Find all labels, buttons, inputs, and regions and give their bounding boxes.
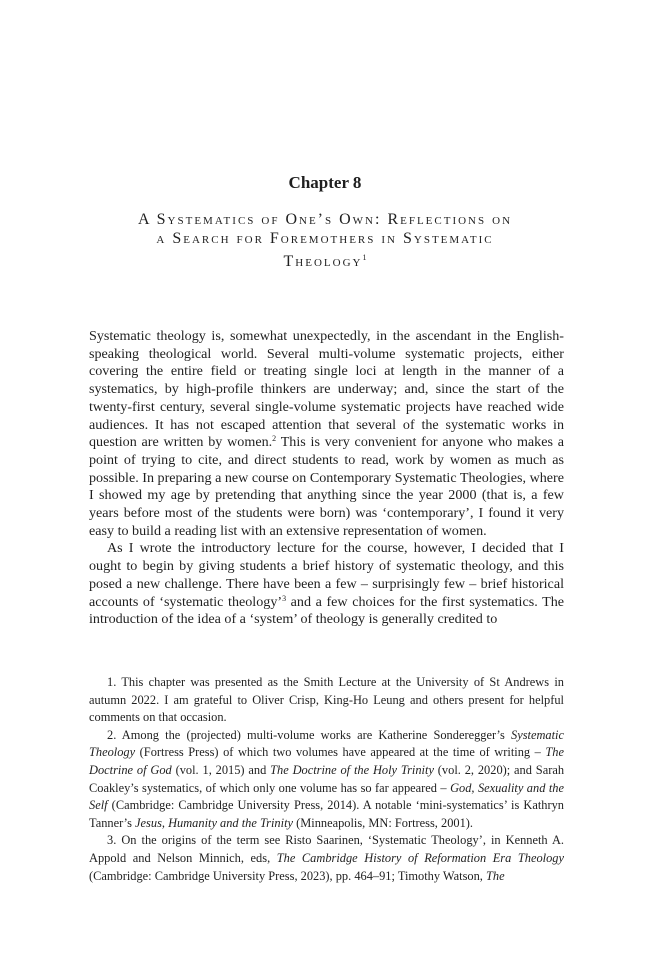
paragraph-text: This is very convenient for anyone who makes a point of trying to cite, and direct students to read, work by women as much as possible. In preparing a new course on Contemporary Systematic Theologies, where I showed my age by pretending that anything since the year 2000 (that is, a few years before most of the students were born) was ‘contemporary’, I found it very easy to build a reading list with an extensive representation of women. [89, 434, 564, 539]
chapter-label: Chapter 8 [288, 173, 362, 192]
book-title: The [485, 868, 505, 883]
chapter-title-line [95, 248, 555, 271]
paragraph-text: Systematic theology is, somewhat unexpectedly, in the ascendant in the English-speaking theological world. Several multi-volume systematic projects, either covering the entire field or treating single loci at length in the manner of a systematics, by high-profile thinkers are underway; and, since the start of the twenty-first century, several single-volume systematic projects have reached wide audiences. It has not escaped attention that several of the systematic works in question are written by women. [89, 328, 564, 451]
book-title: God, Sexuality and the Self [89, 780, 564, 813]
footnotes [89, 674, 564, 885]
chapter-title-line: A Systematics of One’s Own: Reflections on [137, 211, 513, 228]
footnote-2 [89, 727, 564, 833]
footnote-text: (Cambridge: Cambridge University Press, 2023), pp. 464–91; Timothy Watson, [89, 868, 486, 883]
chapter-title-last-word: Theology [283, 253, 363, 270]
footnote-text: (vol. 1, 2015) and [171, 762, 271, 777]
body-text [89, 328, 564, 629]
footnote-text: (vol. 2, 2020); and Sarah Coakley’s systematics, of which only one volume has so far appeared – [89, 762, 565, 795]
paragraph-text: As I wrote the introductory lecture for the course, however, I decided that I ought to begin by giving students a brief history of systematic theology, and this posed a new challenge. There have been a few – surprisingly few – brief historical accounts of ‘systematic theology’ [89, 540, 564, 610]
footnote-mark: 3 [282, 593, 287, 603]
paragraph [89, 328, 564, 540]
book-title: Jesus, Humanity and the Trinity [135, 815, 294, 830]
footnote-text: (Cambridge: Cambridge University Press, 2014). A notable ‘mini-systematics’ is Kathryn Tanner’s [89, 798, 564, 830]
book-title: The Doctrine of God [89, 745, 564, 777]
footnote-1 [89, 674, 564, 727]
footnote-mark: 2 [272, 434, 277, 444]
footnote-mark: 1 [362, 253, 367, 262]
footnote-3 [89, 832, 564, 885]
book-title: The Doctrine of the Holy Trinity [270, 762, 434, 777]
paragraph-text: and a few choices for the first systematics. The introduction of the idea of a ‘system’ of theology is generally credited to [89, 593, 564, 628]
footnote-text: 2. Among the (projected) multi-volume works are Katherine Sonderegger’s [107, 727, 511, 742]
book-title: Systematic Theology [89, 727, 564, 760]
chapter-title-line: a Search for Foremothers in Systematic [156, 230, 494, 247]
footnote-text: (Fortress Press) of which two volumes have appeared at the time of writing – [135, 745, 546, 760]
paragraph [89, 540, 564, 629]
footnote-text: 1. This chapter was presented as the Smith Lecture at the University of St Andrews in autumn 2022. I am grateful to Oliver Crisp, King-Ho Leung and others present for helpful comments on that occasion. [89, 675, 564, 725]
footnote-text: 3. On the origins of the term see Risto Saarinen, ‘Systematic Theology’, in Kenneth A. Appold and Nelson Minnich, eds, [89, 833, 564, 865]
footnote-text: (Minneapolis, MN: Fortress, 2001). [293, 815, 474, 830]
chapter-title [95, 210, 555, 271]
book-title: The Cambridge History of Reformation Era Theology [276, 850, 565, 865]
